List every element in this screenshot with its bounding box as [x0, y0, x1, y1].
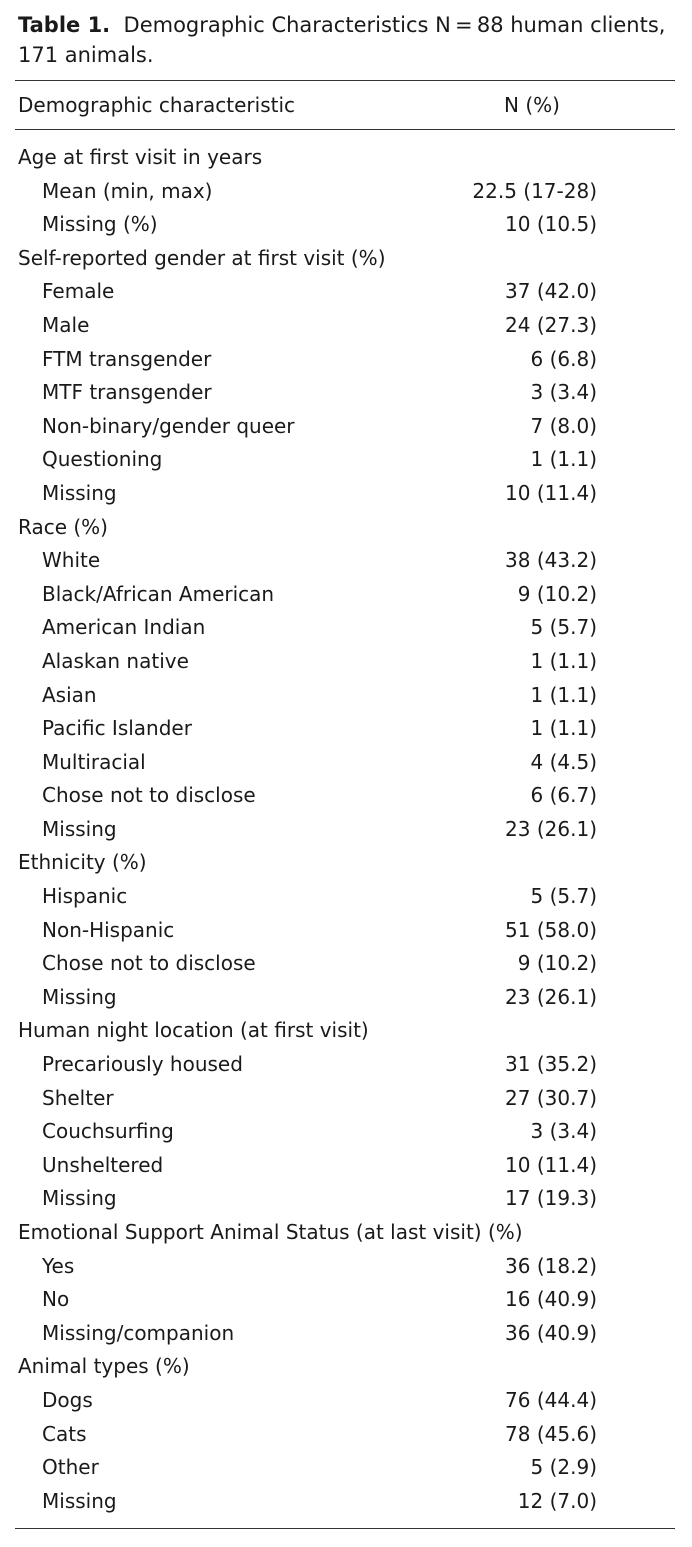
row-label: Missing (%): [42, 212, 158, 237]
table-section-row: [0, 846, 692, 880]
row-value: 10 (11.4): [505, 480, 597, 505]
row-value: 10 (11.4): [505, 1152, 597, 1177]
table-caption: [18, 10, 678, 70]
table-row: [0, 1317, 692, 1351]
row-value: 76 (44.4): [505, 1387, 597, 1412]
row-value: 27 (30.7): [505, 1085, 597, 1110]
row-value: 31 (35.2): [505, 1052, 597, 1077]
row-value: 36 (18.2): [505, 1253, 597, 1278]
row-label: Cats: [42, 1421, 87, 1446]
table-section-row: [0, 1014, 692, 1048]
row-label: Multiracial: [42, 749, 146, 774]
table-row: [0, 611, 692, 645]
table-row: [0, 645, 692, 679]
row-label: No: [42, 1287, 70, 1312]
row-label: FTM transgender: [42, 346, 212, 371]
table-row: [0, 376, 692, 410]
row-value: 22.5 (17-28): [472, 178, 597, 203]
table-bottom-rule: [15, 1528, 675, 1529]
table-row: [0, 343, 692, 377]
row-label: Shelter: [42, 1085, 114, 1110]
row-label: Alaskan native: [42, 648, 189, 673]
row-value: 51 (58.0): [505, 917, 597, 942]
row-label: MTF transgender: [42, 380, 212, 405]
table-row: [0, 813, 692, 847]
table-caption-text: Demographic Characteristics N = 88 human clients, 171 animals.: [18, 13, 666, 67]
row-label: Missing: [42, 984, 117, 1009]
table-caption-label: Table 1.: [18, 13, 111, 37]
table-row: [0, 410, 692, 444]
row-label: Non-Hispanic: [42, 917, 175, 942]
row-label: Black/African American: [42, 581, 275, 606]
table-row: [0, 1283, 692, 1317]
section-label: Human night location (at first visit): [18, 1018, 369, 1043]
row-value: 9 (10.2): [517, 581, 597, 606]
row-label: White: [42, 548, 101, 573]
table-row: [0, 1082, 692, 1116]
row-label: Questioning: [42, 447, 163, 472]
row-label: Chose not to disclose: [42, 951, 256, 976]
section-label: Age at first visit in years: [18, 145, 263, 169]
row-label: Male: [42, 312, 90, 337]
row-value: 6 (6.8): [530, 346, 597, 371]
table-section-row: [0, 242, 692, 276]
table-row: [0, 981, 692, 1015]
row-value: 23 (26.1): [505, 984, 597, 1009]
table-row: [0, 880, 692, 914]
table-row: [0, 947, 692, 981]
row-label: Hispanic: [42, 884, 128, 909]
row-value: 10 (10.5): [505, 212, 597, 237]
row-value: 23 (26.1): [505, 816, 597, 841]
row-value: 24 (27.3): [505, 312, 597, 337]
row-label: Asian: [42, 682, 97, 707]
row-value: 38 (43.2): [505, 548, 597, 573]
table-row: [0, 1418, 692, 1452]
row-value: 7 (8.0): [530, 413, 597, 438]
section-label: Animal types (%): [18, 1354, 190, 1379]
table-row: [0, 779, 692, 813]
section-label: Race (%): [18, 514, 108, 539]
row-value: 16 (40.9): [505, 1287, 597, 1312]
table-row: [0, 309, 692, 343]
table-row: [0, 208, 692, 242]
row-label: Dogs: [42, 1387, 93, 1412]
row-value: 3 (3.4): [530, 380, 597, 405]
table-row: [0, 1250, 692, 1284]
table-row: [0, 1384, 692, 1418]
table-header-row: [0, 87, 692, 123]
row-label: American Indian: [42, 615, 206, 640]
row-label: Chose not to disclose: [42, 783, 256, 808]
table-header-rule: [15, 129, 675, 130]
section-label: Emotional Support Animal Status (at last visit) (%): [18, 1220, 523, 1244]
table-row: [0, 1485, 692, 1519]
table-row: [0, 578, 692, 612]
row-label: Missing: [42, 480, 117, 505]
table-section-row: [0, 141, 692, 175]
table-row: [0, 275, 692, 309]
row-value: 37 (42.0): [505, 279, 597, 304]
row-value: 5 (5.7): [530, 884, 597, 909]
row-value: 1 (1.1): [530, 447, 597, 472]
row-value: 12 (7.0): [517, 1488, 597, 1513]
table-row: [0, 443, 692, 477]
table-row: [0, 746, 692, 780]
row-value: 1 (1.1): [530, 682, 597, 707]
row-value: 36 (40.9): [505, 1320, 597, 1345]
row-label: Precariously housed: [42, 1052, 243, 1077]
table-row: [0, 175, 692, 209]
column-header-characteristic: Demographic characteristic: [18, 93, 296, 117]
table-row: [0, 1451, 692, 1485]
row-value: 3 (3.4): [530, 1119, 597, 1144]
table-section-row: [0, 1350, 692, 1384]
row-value: 17 (19.3): [505, 1186, 597, 1211]
table-row: [0, 544, 692, 578]
row-value: 6 (6.7): [530, 783, 597, 808]
row-value: 5 (2.9): [530, 1455, 597, 1480]
table-row: [0, 679, 692, 713]
table-row: [0, 1115, 692, 1149]
row-label: Missing/companion: [42, 1320, 235, 1345]
column-header-n: N (%): [504, 93, 560, 117]
table-row: [0, 477, 692, 511]
table-row: [0, 1182, 692, 1216]
table-body: [0, 141, 692, 1518]
table-section-row: [0, 1216, 692, 1250]
row-label: Pacific Islander: [42, 716, 192, 741]
row-label: Missing: [42, 1186, 117, 1211]
table-top-rule: [15, 80, 675, 81]
table-section-row: [0, 511, 692, 545]
row-label: Other: [42, 1455, 99, 1480]
row-value: 1 (1.1): [530, 716, 597, 741]
row-value: 1 (1.1): [530, 648, 597, 673]
table-row: [0, 914, 692, 948]
row-value: 9 (10.2): [517, 951, 597, 976]
row-label: Missing: [42, 1488, 117, 1513]
row-label: Non-binary/gender queer: [42, 413, 295, 438]
section-label: Ethnicity (%): [18, 850, 147, 875]
table-row: [0, 712, 692, 746]
row-label: Female: [42, 279, 115, 304]
row-label: Yes: [42, 1253, 75, 1278]
table-row: [0, 1048, 692, 1082]
row-label: Unsheltered: [42, 1152, 164, 1177]
row-value: 5 (5.7): [530, 615, 597, 640]
row-value: 4 (4.5): [530, 749, 597, 774]
row-value: 78 (45.6): [505, 1421, 597, 1446]
row-label: Mean (min, max): [42, 178, 213, 203]
row-label: Missing: [42, 816, 117, 841]
row-label: Couchsurfing: [42, 1119, 174, 1144]
table-row: [0, 1149, 692, 1183]
section-label: Self-reported gender at first visit (%): [18, 245, 386, 270]
